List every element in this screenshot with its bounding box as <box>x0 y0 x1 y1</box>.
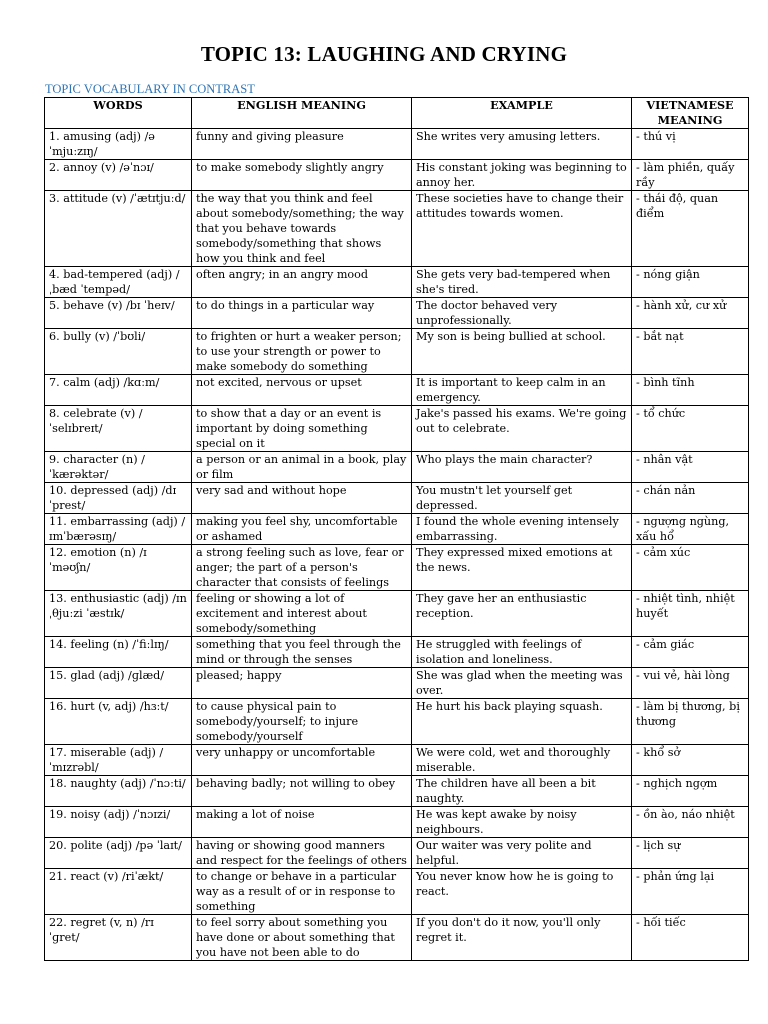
table-row <box>45 545 749 591</box>
table-row <box>45 191 749 267</box>
english-meaning-cell: making you feel shy, uncomfortable or ashamed <box>192 514 412 545</box>
english-meaning-cell: behaving badly; not willing to obey <box>192 776 412 807</box>
word-cell: 10. depressed (adj) /dɪˈprest/ <box>45 483 192 514</box>
english-meaning-cell: feeling or showing a lot of excitement and interest about somebody/something <box>192 591 412 637</box>
english-meaning-cell: funny and giving pleasure <box>192 129 412 160</box>
table-row <box>45 838 749 869</box>
word-cell: 14. feeling (n) /ˈfiːlɪŋ/ <box>45 637 192 668</box>
english-meaning-cell: to show that a day or an event is important by doing something special on it <box>192 406 412 452</box>
english-meaning-cell: to frighten or hurt a weaker person; to use your strength or power to make somebody do something <box>192 329 412 375</box>
word-cell: 17. miserable (adj) /ˈmɪzrəbl/ <box>45 745 192 776</box>
word-cell: 7. calm (adj) /kɑːm/ <box>45 375 192 406</box>
example-cell: She writes very amusing letters. <box>412 129 632 160</box>
word-cell: 6. bully (v) /ˈbʊli/ <box>45 329 192 375</box>
word-cell: 9. character (n) /ˈkærəktər/ <box>45 452 192 483</box>
table-row <box>45 329 749 375</box>
vietnamese-meaning-cell: - bắt nạt <box>632 329 749 375</box>
example-cell: His constant joking was beginning to annoy her. <box>412 160 632 191</box>
word-cell: 3. attitude (v) /ˈætɪtjuːd/ <box>45 191 192 267</box>
example-cell: She gets very bad-tempered when she's tired. <box>412 267 632 298</box>
vietnamese-meaning-cell: - ngượng ngùng, xấu hổ <box>632 514 749 545</box>
word-cell: 1. amusing (adj) /ə ˈmjuːzɪŋ/ <box>45 129 192 160</box>
english-meaning-cell: to feel sorry about something you have done or about something that you have not been able to do <box>192 915 412 961</box>
vietnamese-meaning-cell: - bình tĩnh <box>632 375 749 406</box>
table-row <box>45 869 749 915</box>
english-meaning-cell: not excited, nervous or upset <box>192 375 412 406</box>
word-cell: 16. hurt (v, adj) /hɜːt/ <box>45 699 192 745</box>
vietnamese-meaning-cell: - tổ chức <box>632 406 749 452</box>
example-cell: You never know how he is going to react. <box>412 869 632 915</box>
table-row <box>45 129 749 160</box>
example-cell: I found the whole evening intensely embarrassing. <box>412 514 632 545</box>
english-meaning-cell: having or showing good manners and respect for the feelings of others <box>192 838 412 869</box>
example-cell: She was glad when the meeting was over. <box>412 668 632 699</box>
vietnamese-meaning-cell: - cảm xúc <box>632 545 749 591</box>
example-cell: He was kept awake by noisy neighbours. <box>412 807 632 838</box>
page-title: TOPIC 13: LAUGHING AND CRYING <box>200 42 568 66</box>
vietnamese-meaning-cell: - hành xử, cư xử <box>632 298 749 329</box>
table-row <box>45 514 749 545</box>
english-meaning-cell: often angry; in an angry mood <box>192 267 412 298</box>
table-row <box>45 375 749 406</box>
table-row <box>45 267 749 298</box>
example-cell: The doctor behaved very unprofessionally. <box>412 298 632 329</box>
table-row <box>45 915 749 961</box>
header-english-meaning: ENGLISH MEANING <box>192 98 412 129</box>
word-cell: 8. celebrate (v) /ˈselɪbreɪt/ <box>45 406 192 452</box>
vietnamese-meaning-cell: - phản ứng lại <box>632 869 749 915</box>
example-cell: We were cold, wet and thoroughly miserable. <box>412 745 632 776</box>
table-row <box>45 807 749 838</box>
table-row <box>45 668 749 699</box>
table-row <box>45 776 749 807</box>
english-meaning-cell: to do things in a particular way <box>192 298 412 329</box>
table-row <box>45 483 749 514</box>
english-meaning-cell: pleased; happy <box>192 668 412 699</box>
example-cell: The children have all been a bit naughty. <box>412 776 632 807</box>
word-cell: 4. bad-tempered (adj) /ˌbæd ˈtempəd/ <box>45 267 192 298</box>
header-example: EXAMPLE <box>412 98 632 129</box>
vietnamese-meaning-cell: - làm phiền, quấy rầy <box>632 160 749 191</box>
vietnamese-meaning-cell: - thú vị <box>632 129 749 160</box>
example-cell: They expressed mixed emotions at the news. <box>412 545 632 591</box>
vietnamese-meaning-cell: - thái độ, quan điểm <box>632 191 749 267</box>
vietnamese-meaning-cell: - cảm giác <box>632 637 749 668</box>
header-vietnamese-meaning: VIETNAMESE MEANING <box>632 98 749 129</box>
word-cell: 13. enthusiastic (adj) /ɪnˌθjuːzi ˈæstɪk/ <box>45 591 192 637</box>
vietnamese-meaning-cell: - làm bị thương, bị thương <box>632 699 749 745</box>
example-cell: If you don't do it now, you'll only regret it. <box>412 915 632 961</box>
english-meaning-cell: to cause physical pain to somebody/yourself; to injure somebody/yourself <box>192 699 412 745</box>
word-cell: 20. polite (adj) /pə ˈlaɪt/ <box>45 838 192 869</box>
vietnamese-meaning-cell: - khổ sở <box>632 745 749 776</box>
example-cell: Jake's passed his exams. We're going out to celebrate. <box>412 406 632 452</box>
header-words: WORDS <box>45 98 192 129</box>
vietnamese-meaning-cell: - ồn ào, náo nhiệt <box>632 807 749 838</box>
english-meaning-cell: very unhappy or uncomfortable <box>192 745 412 776</box>
vietnamese-meaning-cell: - nhân vật <box>632 452 749 483</box>
table-row <box>45 160 749 191</box>
word-cell: 22. regret (v, n) /rɪ ˈɡret/ <box>45 915 192 961</box>
table-row <box>45 745 749 776</box>
table-row <box>45 452 749 483</box>
table-row <box>45 298 749 329</box>
example-cell: They gave her an enthusiastic reception. <box>412 591 632 637</box>
section-subtitle: TOPIC VOCABULARY IN CONTRAST <box>45 82 255 96</box>
word-cell: 19. noisy (adj) /ˈnɔɪzi/ <box>45 807 192 838</box>
english-meaning-cell: to make somebody slightly angry <box>192 160 412 191</box>
example-cell: He struggled with feelings of isolation and loneliness. <box>412 637 632 668</box>
example-cell: Who plays the main character? <box>412 452 632 483</box>
english-meaning-cell: to change or behave in a particular way as a result of or in response to something <box>192 869 412 915</box>
example-cell: These societies have to change their attitudes towards women. <box>412 191 632 267</box>
example-cell: You mustn't let yourself get depressed. <box>412 483 632 514</box>
word-cell: 15. glad (adj) /ɡlæd/ <box>45 668 192 699</box>
vietnamese-meaning-cell: - nghịch ngợm <box>632 776 749 807</box>
table-row <box>45 406 749 452</box>
english-meaning-cell: something that you feel through the mind or through the senses <box>192 637 412 668</box>
english-meaning-cell: very sad and without hope <box>192 483 412 514</box>
word-cell: 18. naughty (adj) /ˈnɔːti/ <box>45 776 192 807</box>
example-cell: Our waiter was very polite and helpful. <box>412 838 632 869</box>
example-cell: It is important to keep calm in an emergency. <box>412 375 632 406</box>
english-meaning-cell: the way that you think and feel about somebody/something; the way that you behave towards somebody/something that shows how you think and feel <box>192 191 412 267</box>
word-cell: 5. behave (v) /bɪ ˈheɪv/ <box>45 298 192 329</box>
word-cell: 12. emotion (n) /ɪ ˈməʊʃn/ <box>45 545 192 591</box>
table-header-row <box>45 98 749 129</box>
vietnamese-meaning-cell: - chán nản <box>632 483 749 514</box>
english-meaning-cell: a person or an animal in a book, play or film <box>192 452 412 483</box>
vietnamese-meaning-cell: - hối tiếc <box>632 915 749 961</box>
english-meaning-cell: a strong feeling such as love, fear or anger; the part of a person's character that consists of feelings <box>192 545 412 591</box>
english-meaning-cell: making a lot of noise <box>192 807 412 838</box>
vietnamese-meaning-cell: - nhiệt tình, nhiệt huyết <box>632 591 749 637</box>
vietnamese-meaning-cell: - vui vẻ, hài lòng <box>632 668 749 699</box>
vietnamese-meaning-cell: - lịch sự <box>632 838 749 869</box>
example-cell: My son is being bullied at school. <box>412 329 632 375</box>
word-cell: 11. embarrassing (adj) /ɪmˈbærəsɪŋ/ <box>45 514 192 545</box>
vietnamese-meaning-cell: - nóng giận <box>632 267 749 298</box>
table-row <box>45 637 749 668</box>
vocabulary-table <box>44 97 749 961</box>
table-row <box>45 699 749 745</box>
word-cell: 2. annoy (v) /əˈnɔɪ/ <box>45 160 192 191</box>
table-row <box>45 591 749 637</box>
word-cell: 21. react (v) /riˈækt/ <box>45 869 192 915</box>
example-cell: He hurt his back playing squash. <box>412 699 632 745</box>
